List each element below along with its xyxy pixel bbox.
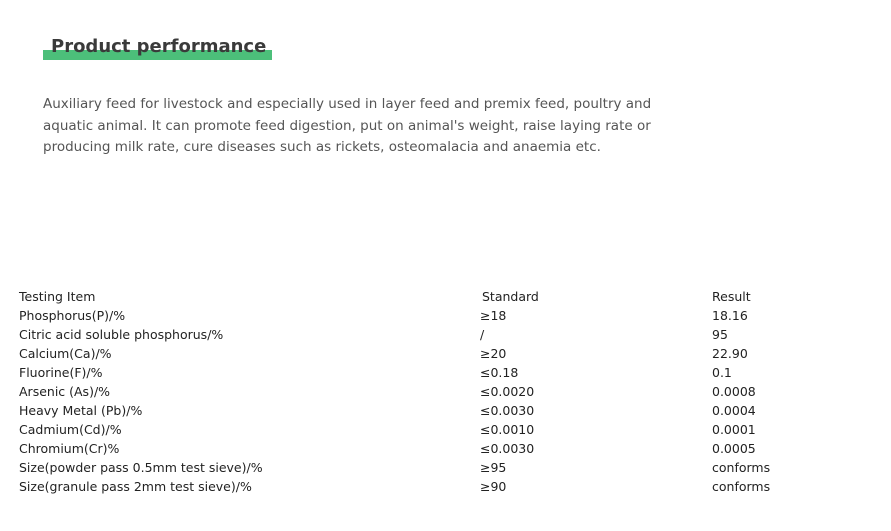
cell-standard: ≥95 [480,460,507,475]
cell-standard: ≥90 [480,479,507,494]
spec-table [19,287,832,496]
cell-testing-item: Phosphorus(P)/% [19,308,126,323]
header-standard: Standard [482,289,539,304]
cell-result: conforms [712,460,771,475]
section-title [43,36,272,58]
cell-result: 0.1 [712,365,732,380]
cell-result: 18.16 [712,308,748,323]
cell-result: 0.0001 [712,422,756,437]
cell-result: 0.0008 [712,384,756,399]
cell-testing-item: Arsenic (As)/% [19,384,111,399]
cell-standard: ≤0.0030 [480,441,535,456]
table-row [19,401,832,420]
cell-result: 0.0004 [712,403,756,418]
product-description: Auxiliary feed for livestock and especially used in layer feed and premix feed, poultry and aquatic animal. It can promote feed digestion, put on animal's weight, raise laying rate or producing milk rate, cure diseases such as rickets, osteomalacia and anaemia etc. [43,96,652,155]
cell-standard: / [480,327,485,342]
table-row [19,306,832,325]
cell-standard: ≥20 [480,346,507,361]
section-heading [43,36,272,58]
cell-standard: ≤0.0030 [480,403,535,418]
table-header-row [19,287,832,306]
cell-testing-item: Heavy Metal (Pb)/% [19,403,143,418]
table-row [19,439,832,458]
table-row [19,458,832,477]
cell-standard: ≤0.0010 [480,422,535,437]
cell-testing-item: Size(powder pass 0.5mm test sieve)/% [19,460,263,475]
cell-result: 0.0005 [712,441,756,456]
cell-standard: ≤0.18 [480,365,519,380]
section-title-text: Product performance [51,36,267,57]
header-testing-item: Testing Item [19,289,96,304]
cell-result: conforms [712,479,771,494]
table-row [19,344,832,363]
cell-standard: ≥18 [480,308,507,323]
cell-testing-item: Fluorine(F)/% [19,365,103,380]
cell-result: 22.90 [712,346,748,361]
cell-testing-item: Size(granule pass 2mm test sieve)/% [19,479,252,494]
table-row [19,325,832,344]
table-row [19,382,832,401]
cell-result: 95 [712,327,728,342]
table-row [19,477,832,496]
table-row [19,420,832,439]
cell-testing-item: Citric acid soluble phosphorus/% [19,327,224,342]
cell-testing-item: Cadmium(Cd)/% [19,422,122,437]
table-row [19,363,832,382]
cell-testing-item: Chromium(Cr)% [19,441,120,456]
cell-standard: ≤0.0020 [480,384,535,399]
header-result: Result [712,289,751,304]
spec-table-body [19,287,832,496]
cell-testing-item: Calcium(Ca)/% [19,346,112,361]
